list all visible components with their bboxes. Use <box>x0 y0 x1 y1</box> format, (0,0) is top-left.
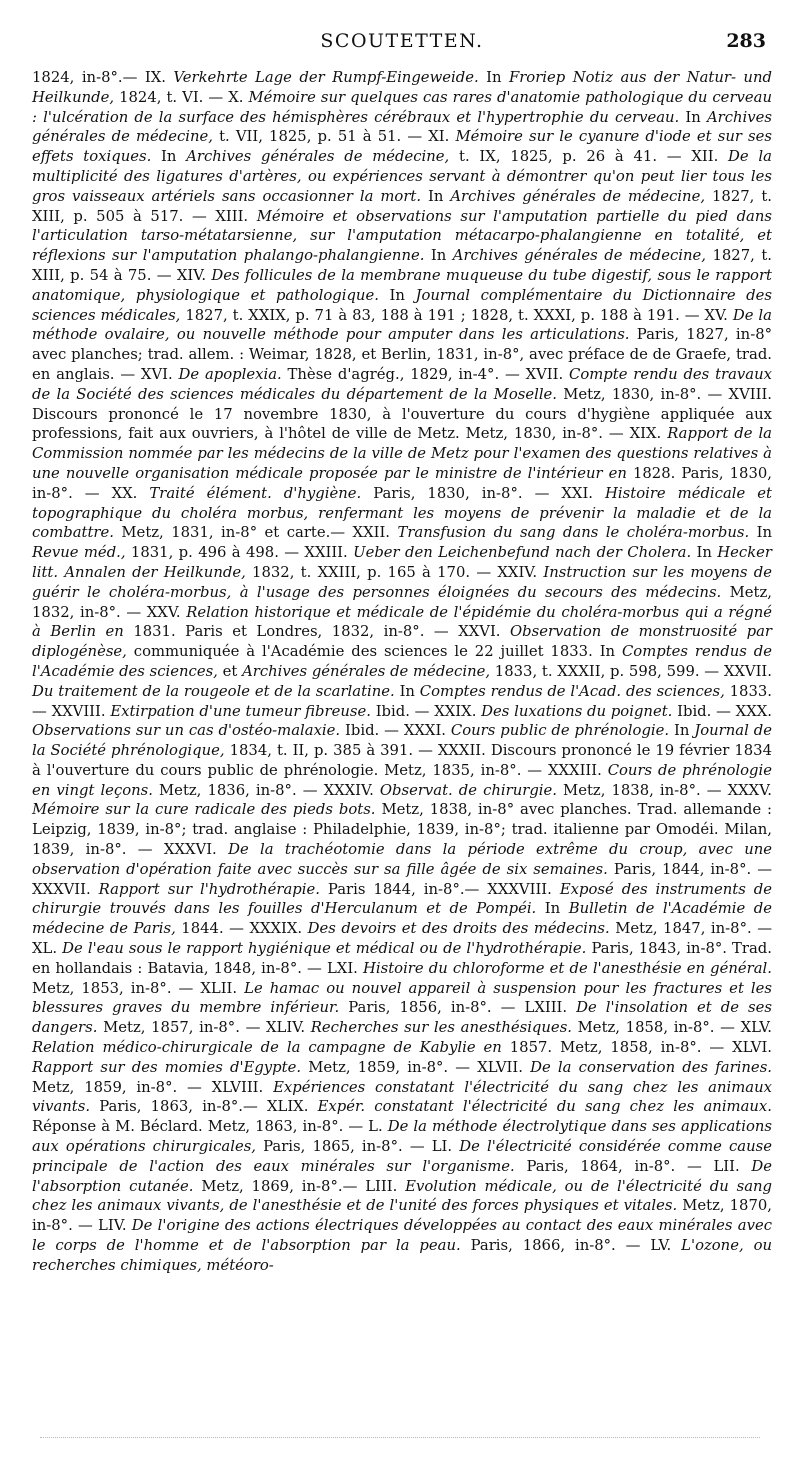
text-segment: 1834, t. II, p. 385 à 391. — XXXII. Discours prononcé le 19 février 1834 à l'ouverture du cours public de phrénologie. Metz, 1835, in-8°. — XXXIII. <box>32 742 772 779</box>
text-segment: 1832, t. XXIII, p. 165 à 170. — XXIV. <box>245 563 544 581</box>
italic-title-segment: Extirpation d'une tumeur fibreuse. <box>110 702 371 720</box>
text-segment: Metz, 1830, in-8°. — XVIII. Discours prononcé le 17 novembre 1830, à l'ouverture du cours d'hygiène appliquée aux professions, fait aux ouvriers, à l'hôtel de ville de Metz. Metz, 1830, in-8°. — XIX. <box>32 385 772 443</box>
text-segment: Paris, 1863, in-8°.— XLIX. <box>90 1098 318 1116</box>
italic-title-segment: De l'absorption cutanée. <box>32 1157 772 1195</box>
text-segment: t. IX, 1825, p. 26 à 41. — XII. <box>449 148 729 166</box>
text-segment: In <box>669 722 695 740</box>
text-segment: In <box>424 247 453 265</box>
text-segment: Paris, 1827, in-8° avec planches; trad. allem. : Weimar, 1828, et Berlin, 1831, in-8°, avec préface de de Graefe, trad. en anglais. — XVI. <box>32 326 773 383</box>
italic-title-segment: Histoire du chloroforme et de l'anesthésie en général. <box>362 959 772 977</box>
text-segment: communiquée à l'Académie des sciences le 22 juillet 1833. In <box>126 643 622 661</box>
italic-title-segment: Observations sur un cas d'ostéo-malaxie. <box>32 722 341 740</box>
italic-title-segment: Archives générales de médecine, <box>32 108 772 146</box>
italic-title-segment: Expér. constatant l'électricité du sang chez les animaux. <box>317 1098 772 1116</box>
italic-title-segment: De l'insolation et de ses dangers. <box>32 999 772 1037</box>
italic-title-segment: Ueber den Leichenbefund nach der Cholera. <box>353 544 692 562</box>
text-segment: In <box>478 69 509 86</box>
italic-title-segment: Froriep Notiz aus der Natur- und Heilkunde, <box>32 69 772 106</box>
italic-title-segment: De la multiplicité des ligatures d'artères, ou expériences servant à démontrer qu'on peut lier tous les gros vaisseaux artériels sans occasionner la mort. <box>32 148 772 205</box>
italic-title-segment: De la conservation des farines. <box>530 1058 772 1076</box>
italic-title-segment: De l'origine des actions électriques développées au contact des eaux minérales avec le corps de l'homme et de l'absorption par la peau. <box>32 1217 772 1255</box>
italic-title-segment: Relation historique et médicale de l'épidémie du choléra-morbus qui a régné à Berlin en <box>32 603 772 641</box>
italic-title-segment: De la méthode électrolytique dans ses applications aux opérations chirurgicales, <box>32 1118 772 1156</box>
text-segment: Metz, 1857, in-8°. — XLIV. <box>97 1019 311 1037</box>
text-segment: 1833.— XXVIII. <box>32 682 772 720</box>
bottom-margin-artifact <box>40 1437 760 1442</box>
italic-title-segment: Des luxations du poignet. <box>481 702 673 720</box>
italic-title-segment: Des follicules de la membrane muqueuse du tube digestif, sous le rapport anatomique, physiologique et pathologique. <box>32 266 772 304</box>
text-segment: Ibid. — XXIX. <box>370 702 482 720</box>
text-segment: In <box>536 900 569 918</box>
text-segment: Thèse d'agrég., 1829, in-4°. — XVII. <box>281 365 570 383</box>
text-segment: Metz, 1832, in-8°. — XXV. <box>32 583 772 621</box>
text-segment: Metz, 1859, in-8°. — XLVII. <box>301 1058 531 1076</box>
text-segment: In <box>421 187 451 205</box>
italic-title-segment: Mémoire sur le cyanure d'iode et sur ses effets toxiques. <box>32 128 772 166</box>
text-segment: Ibid. — XXXI. <box>340 722 451 740</box>
italic-title-segment: De l'eau sous le rapport hygiénique et médical ou de l'hydrothérapie. <box>62 940 587 958</box>
italic-title-segment: Hecker litt. Annalen der Heilkunde, <box>32 544 772 581</box>
text-segment: 1827, t. XIII, p. 54 à 75. — XIV. <box>32 247 772 284</box>
italic-title-segment: L'ozone, ou recherches chimiques, météoro- <box>32 1237 773 1274</box>
text-segment: Metz, 1858, in-8°. — XLV. <box>572 1019 772 1037</box>
text-segment: Paris 1844, in-8°.— XXXVIII. <box>319 880 560 898</box>
italic-title-segment: Observat. de chirurgie. <box>379 781 557 799</box>
italic-title-segment: Mémoire et observations sur l'amputation partielle du pied dans l'articulation tarso-métatarsienne, sur l'amputation métacarpo-phalangienne en totalité, et réflexions sur l'amputation phalango-phalangienne. <box>32 207 772 265</box>
text-segment: Metz, 1836, in-8°. — XXXIV. <box>152 781 380 799</box>
text-segment: In <box>749 524 772 542</box>
text-segment: Paris, 1856, in-8°. — LXIII. <box>339 999 577 1017</box>
italic-title-segment: De apoplexia. <box>178 365 282 383</box>
italic-title-segment: Le hamac ou nouvel appareil à suspension pour les fractures et les blessures graves du membre inférieur. <box>32 979 772 1017</box>
text-segment: Paris, 1864, in-8°. — LII. <box>514 1157 752 1175</box>
italic-title-segment: Evolution médicale, ou de l'électricité du sang chez les animaux vivants, de l'anesthésie et de l'unité des forces physiques et vitales. <box>32 1177 773 1215</box>
text-segment: 1844. — XXXIX. <box>175 920 308 938</box>
italic-title-segment: Comptes rendus de l'Académie des sciences, <box>32 643 773 680</box>
text-segment: 1827, t. XXIX, p. 71 à 83, 188 à 191 ; 1828, t. XXXI, p. 188 à 191. — XV. <box>180 306 733 324</box>
text-segment: 1824, t. VI. — X. <box>114 88 249 106</box>
text-segment: In <box>151 148 187 166</box>
text-segment: Metz, 1838, in-8°. — XXXV. <box>557 781 773 799</box>
italic-title-segment: Des devoirs et des droits des médecins. <box>307 920 610 938</box>
text-segment: 1833, t. XXXII, p. 598, 599. — XXVII. <box>490 662 772 680</box>
text-segment: 1831, p. 496 à 498. — XXIII. <box>125 544 354 562</box>
italic-title-segment: Mémoire sur la cure radicale des pieds bots. <box>32 801 376 819</box>
text-segment: 1831. Paris et Londres, 1832, in-8°. — XXVI. <box>123 623 511 641</box>
bibliography-paragraph <box>32 68 772 1276</box>
text-segment: In <box>691 544 718 562</box>
text-segment: Réponse à M. Béclard. Metz, 1863, in-8°. — L. <box>32 1118 388 1136</box>
italic-title-segment: Archives générales de médecine, <box>452 247 706 265</box>
text-segment: Paris, 1830, in-8°. — XXI. <box>361 484 606 502</box>
text-segment: Paris, 1866, in-8°. — LV. <box>460 1237 682 1255</box>
running-title: SCOUTETTEN. <box>320 30 484 52</box>
italic-title-segment: Cours de phrénologie en vingt leçons. <box>32 761 772 799</box>
page-header <box>32 22 772 58</box>
italic-title-segment: Rapport de la Commission nommée par les médecins de la ville de Metz pour l'examen des questions relatives à une nouvelle organisation médicale proposée par le ministre de l'intérieur en <box>32 425 772 482</box>
italic-title-segment: Comptes rendus de l'Acad. des sciences, <box>419 682 725 700</box>
italic-title-segment: De la méthode ovalaire, ou nouvelle méthode pour amputer dans les articulations. <box>32 306 772 344</box>
italic-title-segment: Recherches sur les anesthésiques. <box>310 1019 572 1037</box>
text-segment: Metz, 1853, in-8°. — XLII. <box>32 979 245 997</box>
italic-title-segment: De la trachéotomie dans la période extrême du croup, avec une observation d'opération faite avec succès sur sa fille âgée de six semaines. <box>32 841 773 878</box>
text-segment: In <box>679 108 707 126</box>
italic-title-segment: Bulletin de l'Académie de médecine de Paris, <box>32 900 772 938</box>
italic-title-segment: Exposé des instruments de chirurgie trouvés dans les fouilles d'Herculanum et de Pompéi. <box>32 880 773 918</box>
italic-title-segment: Histoire médicale et topographique du choléra morbus, renfermant les moyens de prévenir la maladie et de la combattre. <box>32 484 772 542</box>
italic-title-segment: Archives générales de médecine, <box>186 148 450 166</box>
italic-title-segment: Journal de la Société phrénologique, <box>32 722 772 760</box>
text-segment: In <box>394 682 420 700</box>
text-segment: 1824, in-8°.— IX. <box>32 69 174 86</box>
italic-title-segment: Rapport sur des momies d'Egypte. <box>32 1058 302 1076</box>
text-segment: Paris, 1843, in-8°. Trad. en hollandais : Batavia, 1848, in-8°. — LXI. <box>32 940 772 977</box>
italic-title-segment: De l'électricité considérée comme cause principale de l'action des eaux minérales sur l'organisme. <box>32 1138 772 1175</box>
text-segment: Metz, 1838, in-8° avec planches. Trad. allemande : Leipzig, 1839, in-8°; trad. anglaise : Philadelphie, 1839, in-8°; trad. italienne par Omodéi. Milan, 1839, in-8°. — XXXVI. <box>32 801 772 859</box>
italic-title-segment: Compte rendu des travaux de la Société des sciences médicales du département de la Moselle. <box>32 365 772 403</box>
italic-title-segment: Verkehrte Lage der Rumpf-Eingeweide. <box>173 69 479 86</box>
italic-title-segment: Expériences constatant l'électricité du sang chez les animaux vivants. <box>32 1078 772 1116</box>
text-segment: 1827, t. XIII, p. 505 à 517. — XIII. <box>32 187 772 225</box>
text-segment: Ibid. — XXX. <box>672 702 772 720</box>
text-segment: Metz, 1847, in-8°. — XL. <box>32 920 772 958</box>
text-segment: Paris, 1844, in-8°. — XXXVII. <box>32 860 772 898</box>
italic-title-segment: Journal complémentaire du Dictionnaire des sciences médicales, <box>32 286 772 324</box>
text-segment: 1857. Metz, 1858, in-8°. — XLVI. <box>501 1039 772 1057</box>
italic-title-segment: Instruction sur les moyens de guérir le choléra-morbus, à l'usage des personnes éloignées du secours des médecins. <box>32 563 772 601</box>
text-segment: Metz, 1831, in-8° et carte.— XXII. <box>113 524 398 542</box>
italic-title-segment: Cours public de phrénologie. <box>450 722 670 740</box>
italic-title-segment: Traité élément. d'hygiène. <box>149 484 362 502</box>
italic-title-segment: Rapport sur l'hydrothérapie. <box>98 880 320 898</box>
italic-title-segment: Du traitement de la rougeole et de la scarlatine. <box>32 682 395 700</box>
text-segment: et <box>217 662 243 680</box>
italic-title-segment: Archives générales de médecine, <box>450 187 706 205</box>
text-segment: Metz, 1870, in-8°. — LIV. <box>32 1197 772 1235</box>
text-segment: 1828. Paris, 1830, in-8°. — XX. <box>32 464 772 502</box>
text-segment: t. VII, 1825, p. 51 à 51. — XI. <box>212 128 456 146</box>
italic-title-segment: Revue méd., <box>32 544 126 562</box>
italic-title-segment: Relation médico-chirurgicale de la campagne de Kabylie en <box>32 1039 502 1057</box>
italic-title-segment: Observation de monstruosité par diplogénèse, <box>32 623 772 661</box>
text-segment: Paris, 1865, in-8°. — LI. <box>256 1138 460 1156</box>
italic-title-segment: Transfusion du sang dans le choléra-morbus. <box>397 524 750 542</box>
text-segment: Metz, 1859, in-8°. — XLVIII. <box>32 1078 274 1096</box>
italic-title-segment: Mémoire sur quelques cas rares d'anatomie pathologique du cerveau : l'ulcération de la surface des hémisphères cérébraux et l'hypertrophie du cerveau. <box>32 88 772 126</box>
text-segment: In <box>378 286 416 304</box>
page-number: 283 <box>726 30 766 52</box>
text-segment: Metz, 1869, in-8°.— LIII. <box>193 1177 406 1195</box>
italic-title-segment: Archives générales de médecine, <box>242 662 491 680</box>
